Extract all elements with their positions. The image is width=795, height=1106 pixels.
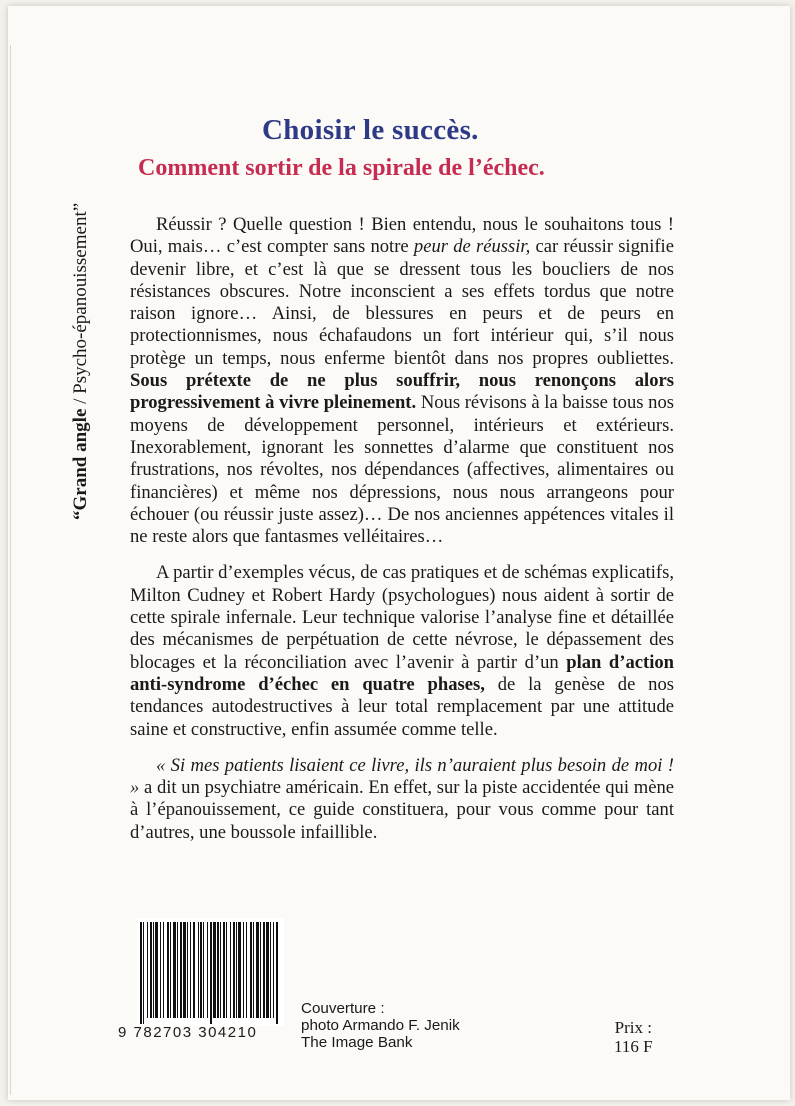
barcode-bar	[233, 922, 235, 1018]
barcode-bar	[203, 922, 204, 1018]
barcode-bar	[213, 922, 216, 1018]
barcode-bar	[190, 922, 191, 1018]
barcode-bar	[266, 922, 269, 1018]
barcode-bar	[198, 922, 199, 1018]
blurb-paragraph-2: A partir d’exemples vécus, de cas pratiques et de schémas explicatifs, Milton Cudney et Robert Hardy (psychologues) nous aident à sortir de cette spirale infernale. Leur technique valorise l’analyse fine et détaillée des mécanismes de perpétuation de cette névrose, le dépassement des blocages et la réconciliation avec l’avenir à partir d’un plan d’action anti-syndrome d’échec en quatre phases, de la genèse de nos tendances autodestructives à leur total remplacement par une attitude saine et constructive, enfin assumée comme telle.	[130, 562, 674, 740]
barcode-bar	[187, 922, 188, 1018]
barcode-bar	[276, 922, 278, 1024]
barcode-bar	[253, 922, 254, 1018]
barcode-bars	[136, 918, 284, 1026]
barcode	[136, 918, 284, 1026]
barcode-bar	[238, 922, 241, 1018]
barcode-bar	[260, 922, 261, 1018]
barcode-bar	[167, 922, 169, 1018]
credits-line-3: The Image Bank	[301, 1034, 413, 1051]
cover-credits	[301, 1000, 460, 1051]
barcode-bar	[143, 922, 144, 1024]
barcode-bar	[180, 922, 182, 1018]
barcode-bar	[160, 922, 161, 1018]
price-tag	[614, 1018, 653, 1056]
barcode-bar	[155, 922, 158, 1018]
blurb-text	[130, 214, 674, 858]
credits-line-2: photo Armando F. Jenik	[301, 1017, 460, 1034]
spine-series-label	[70, 203, 92, 520]
barcode-bar	[210, 922, 212, 1024]
price-label: Prix :	[614, 1018, 652, 1037]
barcode-bar	[153, 922, 154, 1018]
barcode-bar	[226, 922, 227, 1018]
barcode-bar	[150, 922, 152, 1018]
barcode-bar	[256, 922, 259, 1018]
barcode-bar	[207, 922, 208, 1018]
barcode-bar	[250, 922, 252, 1018]
barcode-bar	[236, 922, 237, 1018]
barcode-bar	[270, 922, 271, 1018]
barcode-bar	[263, 922, 265, 1018]
book-subtitle: Comment sortir de la spirale de l’échec.	[138, 155, 545, 181]
credits-line-1: Couverture :	[301, 1000, 385, 1017]
barcode-bar	[193, 922, 195, 1018]
series-name: “Grand angle	[70, 408, 91, 520]
spine-edge	[10, 45, 71, 1095]
barcode-bar	[163, 922, 164, 1018]
book-title: Choisir le succès.	[262, 114, 479, 146]
barcode-bar	[230, 922, 231, 1018]
barcode-bar	[223, 922, 225, 1018]
barcode-bar	[183, 922, 186, 1018]
barcode-bar	[173, 922, 176, 1018]
blurb-paragraph-1: Réussir ? Quelle question ! Bien entendu, nous le souhaitons tous ! Oui, mais… c’est compter sans notre peur de réussir, car réussir signifie devenir libre, et c’est là que se dressent tous les boucliers de nos résistances obscures. Notre inconscient a ses effets tordus que notre raison ignore… Ainsi, de blessures en peurs et de peurs en protectionnismes, nous échafaudons un fort intérieur qui, s’il nous protège un temps, nous enferme bientôt dans nos propres oubliettes. Sous prétexte de ne plus souffrir, nous renonçons alors progressivement à vivre pleinement. Nous révisons à la baisse tous nos moyens de développement personnel, intérieurs et extérieurs. Inexorablement, ignorant les sonnettes d’alarme que constituent nos frustrations, nos révoltes, nos dépendances (affectives, alimentaires ou financières) et même nos dépressions, nous nous arrangeons pour échouer (ou réussir juste assez)… De nos anciennes appétences vitales il ne reste alors que fantasmes velléitaires…	[130, 214, 674, 548]
barcode-bar	[177, 922, 178, 1018]
barcode-bar	[170, 922, 171, 1018]
collection-name: Psycho-épanouissement”	[70, 202, 91, 394]
series-separator: /	[70, 393, 91, 409]
barcode-bar	[147, 922, 148, 1018]
barcode-bar	[246, 922, 247, 1018]
isbn-number: 9 782703 304210	[118, 1024, 258, 1041]
barcode-bar	[273, 922, 274, 1018]
price-value: 116 F	[614, 1037, 653, 1056]
blurb-paragraph-3: « Si mes patients lisaient ce livre, ils n’auraient plus besoin de moi ! » a dit un psychiatre américain. En effet, sur la piste accidentée qui mène à l’épanouissement, ce guide constituera, pour vous comme pour tant d’autres, une boussole infaillible.	[130, 754, 674, 843]
barcode-bar	[217, 922, 219, 1018]
barcode-bar	[220, 922, 221, 1018]
barcode-bar	[243, 922, 244, 1018]
barcode-bar	[200, 922, 202, 1018]
barcode-bar	[140, 922, 142, 1024]
